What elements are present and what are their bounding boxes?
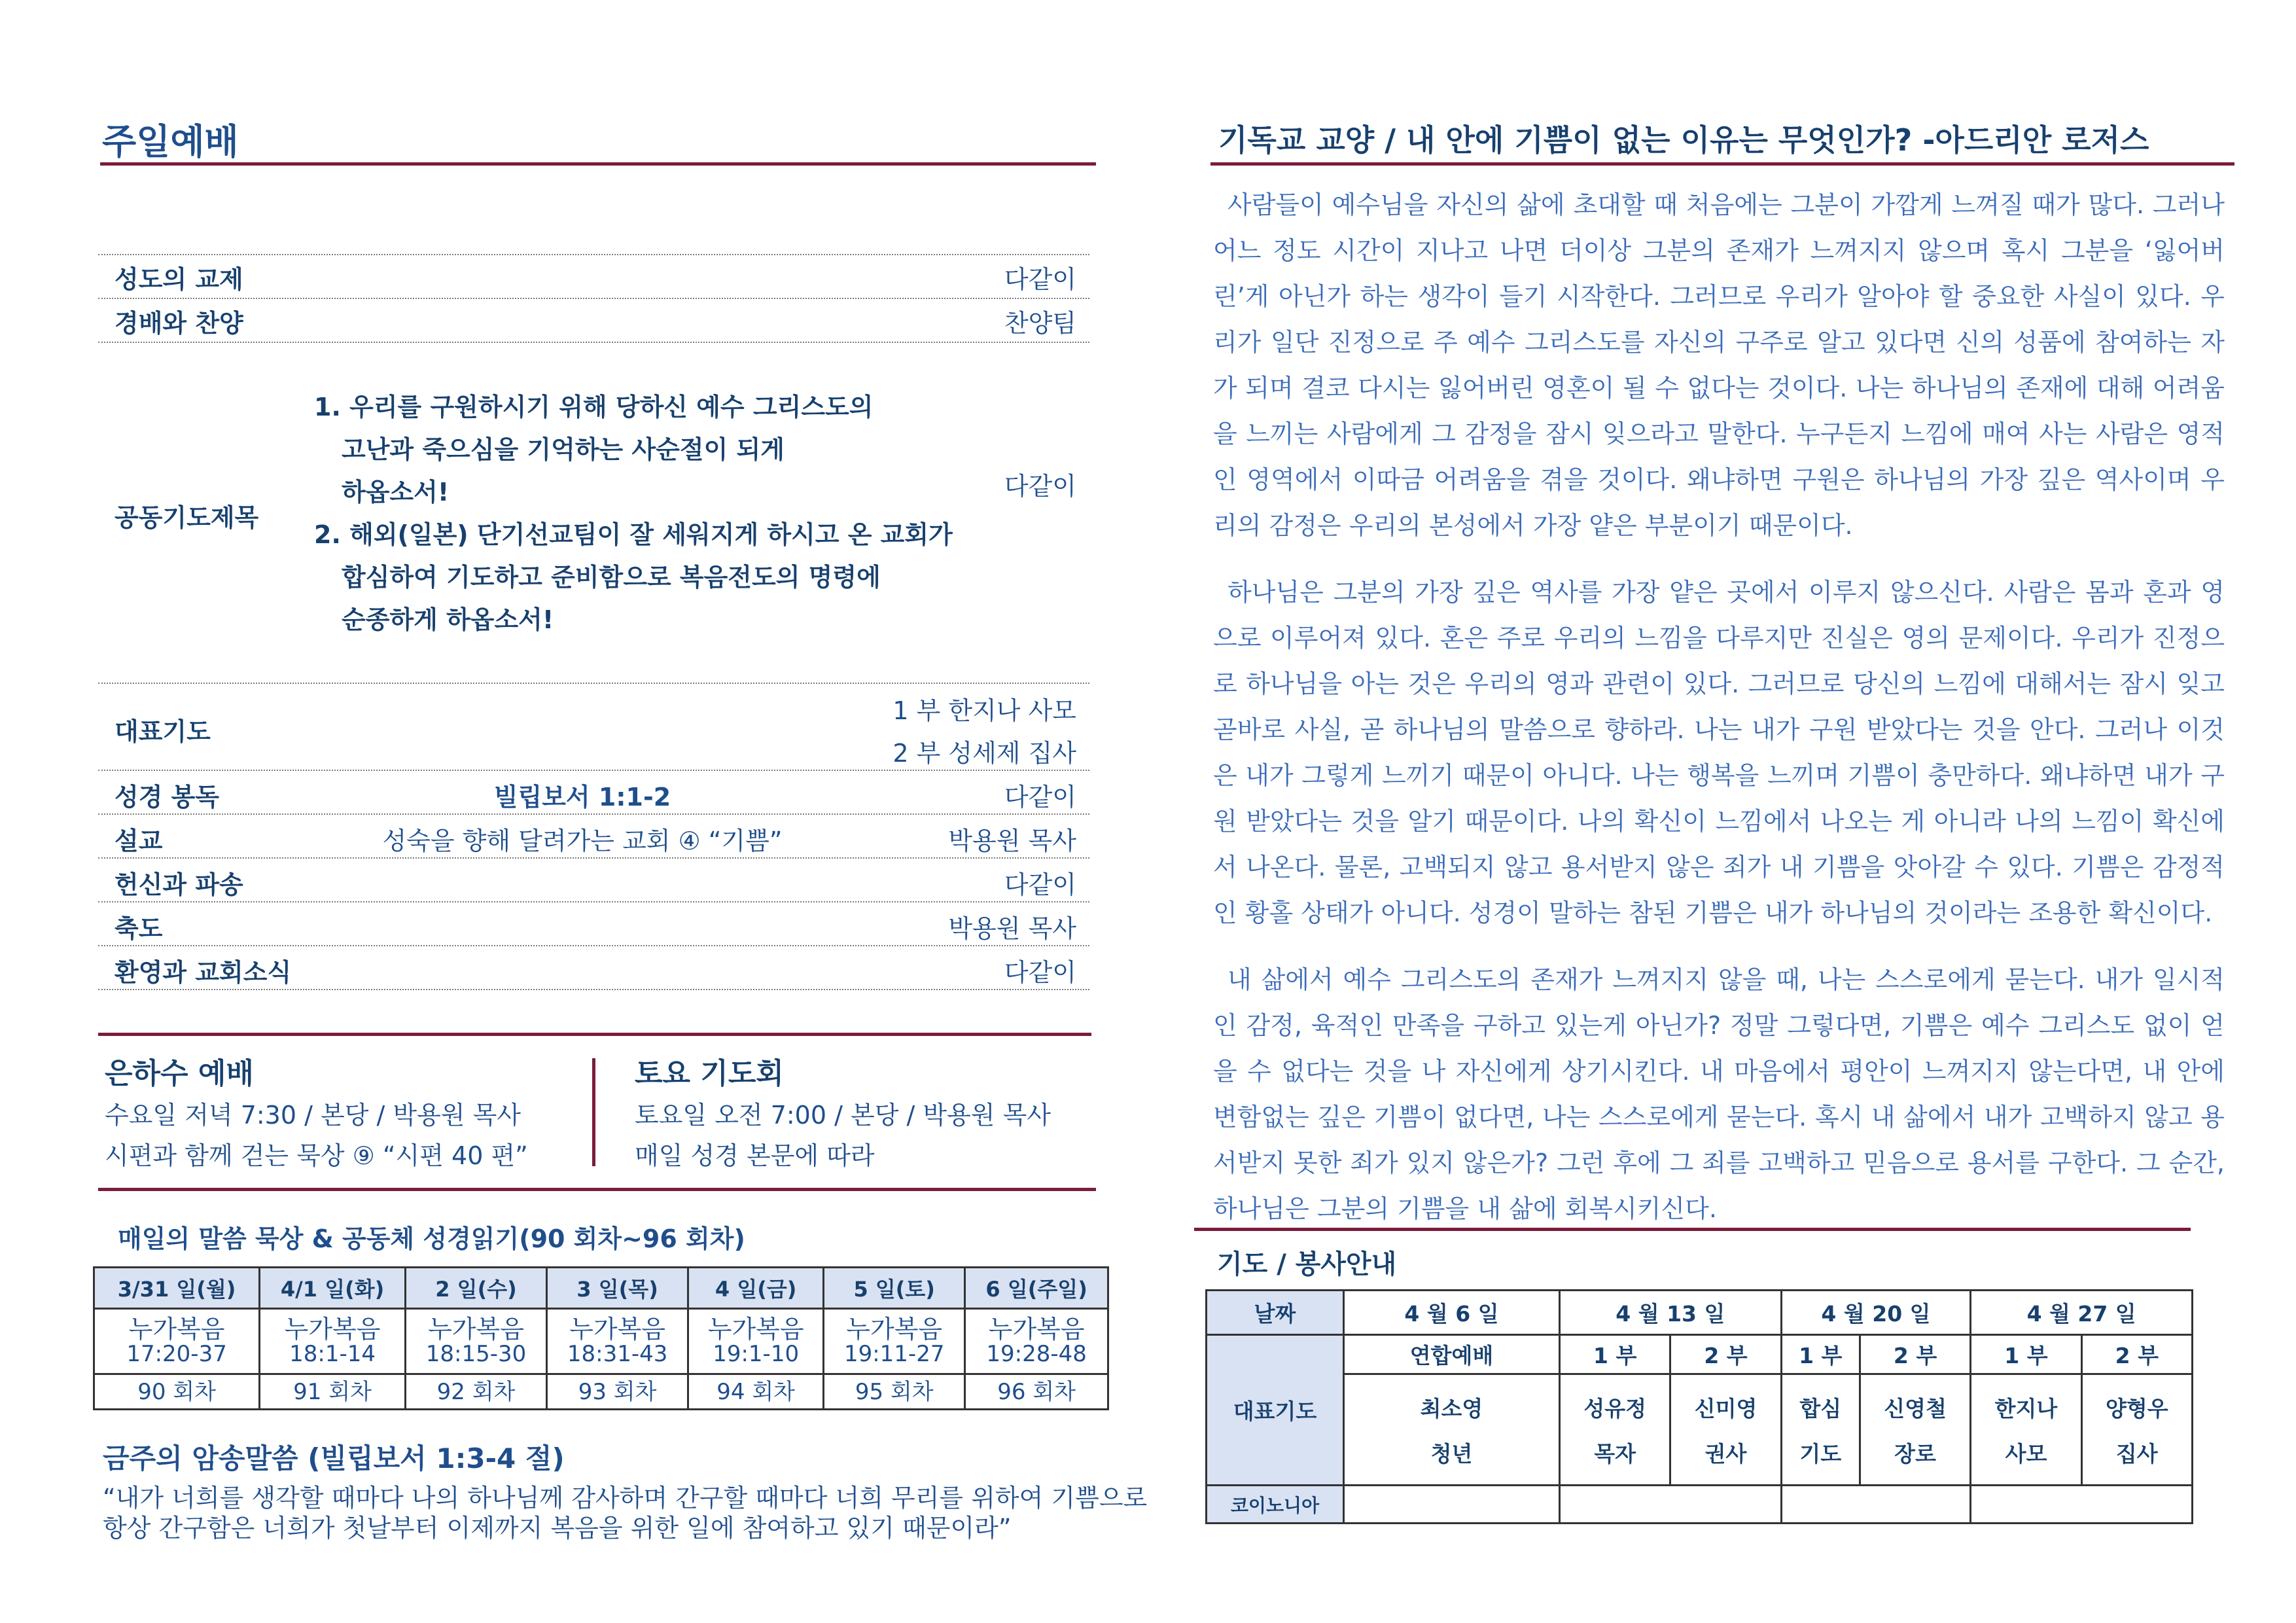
page-title: 주일예배 xyxy=(102,121,239,162)
service-type: 2 부 xyxy=(2081,1335,2192,1374)
round-cell: 93 회차 xyxy=(547,1374,688,1410)
service-leader: 다같이 xyxy=(1004,958,1076,987)
joint-prayer-leader: 다같이 xyxy=(1004,472,1076,501)
person-name: 최소영 xyxy=(1420,1395,1483,1421)
person-name: 양형우 xyxy=(2105,1395,2168,1421)
serve-table xyxy=(1205,1289,2193,1524)
day-header: 3 일(목) xyxy=(547,1268,688,1309)
wed-service-theme: 시편과 함께 걷는 묵상 ⑨ “시편 40 편” xyxy=(105,1141,528,1170)
table-row xyxy=(1207,1291,2193,1335)
person-role: 기도 xyxy=(1799,1440,1842,1467)
title-rule xyxy=(1210,162,2234,166)
sat-prayer-time: 토요일 오전 7:00 / 본당 / 박용원 목사 xyxy=(635,1101,1051,1130)
book-name: 누가복음 xyxy=(988,1314,1085,1344)
memory-verse-title: 금주의 암송말씀 (빌립보서 1:3-4 절) xyxy=(103,1442,565,1474)
reading-cell xyxy=(965,1309,1108,1374)
person-role: 목자 xyxy=(1594,1440,1636,1467)
service-label: 성도의 교제 xyxy=(115,265,243,294)
empty-cell xyxy=(1971,1486,2193,1524)
reading-cell xyxy=(824,1309,965,1374)
vertical-divider xyxy=(592,1058,595,1166)
verse-range: 18:15-30 xyxy=(425,1340,527,1367)
person-role: 청년 xyxy=(1430,1440,1473,1467)
book-name: 누가복음 xyxy=(569,1314,666,1344)
book-name: 누가복음 xyxy=(707,1314,804,1344)
title-rule xyxy=(100,162,1096,166)
date-header: 4 월 13 일 xyxy=(1560,1291,1782,1335)
wed-service-title: 은하수 예배 xyxy=(105,1057,254,1090)
date-header: 4 월 6 일 xyxy=(1344,1291,1560,1335)
sat-prayer-note: 매일 성경 본문에 따라 xyxy=(635,1141,875,1170)
table-row xyxy=(1207,1335,2193,1374)
person-name: 성유정 xyxy=(1583,1395,1646,1421)
service-leader: 찬양팀 xyxy=(1004,309,1076,338)
row-label: 대표기도 xyxy=(1207,1335,1344,1486)
divider xyxy=(98,945,1089,946)
verse-range: 19:28-48 xyxy=(986,1340,1087,1367)
reading-cell xyxy=(94,1309,260,1374)
service-label: 성경 봉독 xyxy=(115,783,220,812)
person-name: 한지나 xyxy=(1994,1395,2058,1421)
name-cell xyxy=(1670,1374,1781,1486)
day-header: 6 일(주일) xyxy=(965,1268,1108,1309)
service-leader: 박용원 목사 xyxy=(948,827,1076,855)
name-cell xyxy=(1344,1374,1560,1486)
round-cell: 91 회차 xyxy=(260,1374,406,1410)
book-name: 누가복음 xyxy=(846,1314,943,1344)
service-label: 설교 xyxy=(115,827,163,855)
rep-prayer-line: 2 부 성세제 집사 xyxy=(892,739,1076,768)
table-row xyxy=(1207,1374,2193,1486)
service-leader: 다같이 xyxy=(1004,265,1076,294)
joint-prayer-label: 공동기도제목 xyxy=(115,503,259,532)
name-cell xyxy=(1560,1374,1670,1486)
serve-title: 기도 / 봉사안내 xyxy=(1217,1249,1397,1279)
service-type: 2 부 xyxy=(1670,1335,1781,1374)
row-label: 코이노니아 xyxy=(1207,1486,1344,1524)
name-cell xyxy=(1971,1374,2081,1486)
service-label: 환영과 교회소식 xyxy=(115,958,292,987)
reading-cell xyxy=(547,1309,688,1374)
section-rule xyxy=(1194,1228,2191,1231)
round-cell: 92 회차 xyxy=(405,1374,546,1410)
article-paragraph: 사람들이 예수님을 자신의 삶에 초대할 때 처음에는 그분이 가깝게 느껴질 때가 많다. 그러나 어느 정도 시간이 지나고 나면 더이상 그분의 존재가 느껴지지 않으며 혹시 그분을 ‘잃어버린’게 아닌가 하는 생각이 들기 시작한다. 그러므로 우리가 알아야 할 중요한 사실이 있다. 우리가 일단 진정으로 주 예수 그리스도를 자신의 구주로 알고 있다면 신의 성품에 참여하는 자가 되며 결코 다시는 잃어버린 영혼이 될 수 없다는 것이다. 나는 하나님의 존재에 대해 어려움을 느끼는 사람에게 그 감정을 잠시 잊으라고 말한다. 누구든지 느낌에 매여 사는 사람은 영적인 영역에서 이따금 어려움을 겪을 것이다. 왜냐하면 구원은 하나님의 가장 깊은 역사이며 우리의 감정은 우리의 본성에서 가장 얕은 부분이기 때문이다. xyxy=(1213,190,2225,540)
article-title: 기독교 교양 / 내 안에 기쁨이 없는 이유는 무엇인가? -아드리안 로저스 xyxy=(1218,122,2149,158)
service-type: 1 부 xyxy=(1971,1335,2081,1374)
divider xyxy=(98,857,1089,859)
verse-range: 18:1-14 xyxy=(289,1340,376,1367)
rep-prayer-label: 대표기도 xyxy=(115,717,211,746)
reading-title: 매일의 말씀 묵상 & 공동체 성경읽기(90 회차~96 회차) xyxy=(118,1224,745,1253)
empty-cell xyxy=(1344,1486,1560,1524)
round-cell: 96 회차 xyxy=(965,1374,1108,1410)
sat-prayer-title: 토요 기도회 xyxy=(635,1057,784,1090)
verse-range: 17:20-37 xyxy=(126,1340,227,1367)
table-row xyxy=(94,1268,1108,1309)
name-cell xyxy=(1781,1374,1860,1486)
day-header: 4/1 일(화) xyxy=(260,1268,406,1309)
date-header: 4 월 27 일 xyxy=(1971,1291,2193,1335)
prayer-line: 합심하여 기도하고 준비함으로 복음전도의 명령에 xyxy=(342,563,881,592)
book-name: 누가복음 xyxy=(428,1314,524,1344)
book-name: 누가복음 xyxy=(128,1314,225,1344)
round-cell: 95 회차 xyxy=(824,1374,965,1410)
person-name: 신미영 xyxy=(1694,1395,1757,1421)
service-leader: 다같이 xyxy=(1004,870,1076,899)
table-row xyxy=(1207,1486,2193,1524)
prayer-line: 1. 우리를 구원하시기 위해 당하신 예수 그리스도의 xyxy=(314,393,874,421)
wed-service-time: 수요일 저녁 7:30 / 본당 / 박용원 목사 xyxy=(105,1101,521,1130)
section-rule xyxy=(98,1033,1091,1036)
scripture-reference: 빌립보서 1:1-2 xyxy=(493,783,671,812)
book-name: 누가복음 xyxy=(284,1314,381,1344)
service-leader: 박용원 목사 xyxy=(948,914,1076,943)
person-role: 사모 xyxy=(2005,1440,2047,1467)
divider xyxy=(98,813,1089,815)
prayer-line: 2. 해외(일본) 단기선교팀이 잘 세워지게 하시고 온 교회가 xyxy=(314,520,953,549)
service-label: 경배와 찬양 xyxy=(115,309,243,338)
person-name: 합심 xyxy=(1799,1395,1842,1421)
prayer-line: 고난과 죽으심을 기억하는 사순절이 되게 xyxy=(342,435,785,464)
round-cell: 90 회차 xyxy=(94,1374,260,1410)
empty-cell xyxy=(1560,1486,1782,1524)
date-label: 날짜 xyxy=(1207,1291,1344,1335)
divider xyxy=(98,342,1089,343)
verse-range: 19:1-10 xyxy=(713,1340,800,1367)
name-cell xyxy=(1860,1374,1970,1486)
divider xyxy=(98,254,1089,255)
divider xyxy=(98,901,1089,902)
reading-cell xyxy=(405,1309,546,1374)
name-cell xyxy=(2081,1374,2192,1486)
prayer-line: 순종하게 하옵소서! xyxy=(342,605,554,634)
section-rule xyxy=(98,1188,1096,1191)
table-row xyxy=(94,1374,1108,1410)
divider xyxy=(98,298,1089,299)
service-type: 연합예배 xyxy=(1344,1335,1560,1374)
date-header: 4 월 20 일 xyxy=(1781,1291,1971,1335)
service-type: 1 부 xyxy=(1560,1335,1670,1374)
service-leader: 다같이 xyxy=(1004,783,1076,812)
day-header: 5 일(토) xyxy=(824,1268,965,1309)
round-cell: 94 회차 xyxy=(688,1374,824,1410)
person-role: 집사 xyxy=(2115,1440,2158,1467)
day-header: 2 일(수) xyxy=(405,1268,546,1309)
article-paragraph: 내 삶에서 예수 그리스도의 존재가 느껴지지 않을 때, 나는 스스로에게 묻는다. 내가 일시적인 감정, 육적인 만족을 구하고 있는게 아닌가? 정말 그렇다면, 기쁨은 예수 그리스도 없이 얻을 수 없다는 것을 나 자신에게 상기시킨다. 내 마음에서 평안이 느껴지지 않는다면, 내 안에 변함없는 깊은 기쁨이 없다면, 나는 스스로에게 묻는다. 혹시 내 삶에서 내가 고백하지 않고 용서받지 못한 죄가 있지 않은가? 그런 후에 그 죄를 고백하고 믿음으로 용서를 구한다. 그 순간, 하나님은 그분의 기쁨을 내 삶에 회복시키신다. xyxy=(1213,965,2225,1223)
day-header: 3/31 일(월) xyxy=(94,1268,260,1309)
service-label: 헌신과 파송 xyxy=(115,870,243,899)
joint-prayer-list xyxy=(314,386,953,641)
divider xyxy=(98,683,1089,684)
divider xyxy=(98,770,1089,771)
sermon-title: 성숙을 향해 달려가는 교회 ④ “기쁨” xyxy=(382,827,783,855)
service-label: 축도 xyxy=(115,914,163,943)
article-paragraph: 하나님은 그분의 가장 깊은 역사를 가장 얕은 곳에서 이루지 않으신다. 사람은 몸과 혼과 영으로 이루어져 있다. 혼은 주로 우리의 느낌을 다루지만 진실은 영의 문제이다. 우리가 진정으로 하나님을 아는 것은 우리의 영과 관련이 있다. 그러므로 당신의 느낌에 대해서는 잠시 잊고 곧바로 사실, 곧 하나님의 말씀으로 향하라. 나는 내가 구원 받았다는 것을 안다. 그러나 이것은 내가 그렇게 느끼기 때문이 아니다. 나는 행복을 느끼며 기쁨이 충만하다. 왜냐하면 내가 구원 받았다는 것을 알기 때문이다. 나의 확신이 느낌에서 나오는 게 아니라 나의 느낌이 확신에서 나온다. 물론, 고백되지 않고 용서받지 않은 죄가 내 기쁨을 앗아갈 수 있다. 기쁨은 감정적인 황홀 상태가 아니다. 성경이 말하는 참된 기쁨은 내가 하나님의 것이라는 조용한 확신이다. xyxy=(1213,578,2225,927)
reading-cell xyxy=(688,1309,824,1374)
reading-cell xyxy=(260,1309,406,1374)
person-role: 권사 xyxy=(1704,1440,1747,1467)
memory-verse-text: “내가 너희를 생각할 때마다 나의 하나님께 감사하며 간구할 때마다 너희 무리를 위하여 기쁨으로 항상 간구함은 너희가 첫날부터 이제까지 복음을 위한 일에 참여하고 있기 때문이라” xyxy=(103,1484,1148,1543)
reading-table xyxy=(93,1266,1109,1410)
person-name: 신영철 xyxy=(1884,1395,1947,1421)
rep-prayer-line: 1 부 한지나 사모 xyxy=(892,696,1076,725)
day-header: 4 일(금) xyxy=(688,1268,824,1309)
empty-cell xyxy=(1781,1486,1971,1524)
prayer-line: 하옵소서! xyxy=(342,478,450,507)
verse-range: 19:11-27 xyxy=(843,1340,945,1367)
verse-range: 18:31-43 xyxy=(567,1340,668,1367)
service-type: 1 부 xyxy=(1781,1335,1860,1374)
person-role: 장로 xyxy=(1894,1440,1936,1467)
service-type: 2 부 xyxy=(1860,1335,1970,1374)
divider xyxy=(98,989,1089,990)
table-row xyxy=(94,1309,1108,1374)
